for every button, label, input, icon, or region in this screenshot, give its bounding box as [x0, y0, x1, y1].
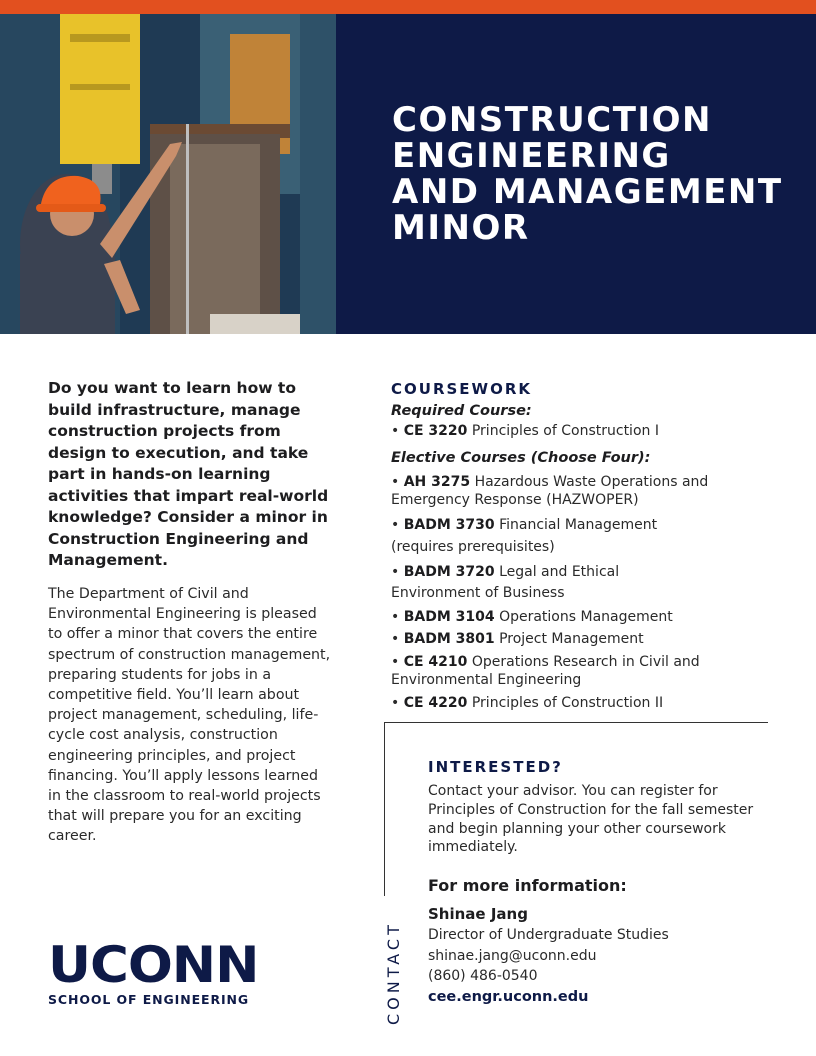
course-code: BADM 3720	[403, 563, 495, 580]
coursework-heading: COURSEWORK	[391, 380, 533, 398]
course-item: • BADM 3720 Legal and Ethical Environment of Business	[391, 563, 620, 601]
title-line: CONSTRUCTION	[392, 100, 712, 140]
course-item: • CE 3220 Principles of Construction I	[391, 423, 659, 439]
engineer-photo-illustration	[0, 14, 336, 334]
course-code: CE 4220	[403, 694, 468, 711]
elective-label: Elective Courses (Choose Four):	[391, 449, 651, 466]
contact-role: Director of Undergraduate Studies	[428, 927, 669, 943]
course-name: Financial Management (requires prerequisites)	[391, 516, 658, 555]
course-name: Hazardous Waste Operations and Emergency Response (HAZWOPER)	[391, 473, 709, 508]
course-code: BADM 3104	[403, 608, 495, 625]
top-accent-bar	[0, 0, 816, 14]
contact-name: Shinae Jang	[428, 905, 528, 923]
contact-card	[428, 904, 768, 1005]
contact-side-label: CONTACT	[384, 921, 403, 1025]
course-item: • AH 3275 Hazardous Waste Operations and Emergency Response (HAZWOPER)	[391, 473, 709, 508]
contact-email-link[interactable]: shinae.jang@uconn.edu	[428, 947, 597, 964]
section-divider	[384, 722, 768, 723]
interested-body: Contact your advisor. You can register for Principles of Construction for the fall semester and begin planning your other coursework immediately.	[428, 783, 754, 856]
course-code: BADM 3801	[403, 631, 495, 647]
uconn-logo	[48, 936, 259, 1007]
interested-heading: INTERESTED?	[428, 758, 563, 776]
title-panel	[336, 14, 816, 334]
course-name: Principles of Construction I	[471, 423, 659, 439]
title-line: AND MANAGEMENT	[392, 172, 783, 212]
engineer-photo	[0, 14, 336, 334]
course-name: Operations Management	[499, 608, 673, 625]
course-name: Principles of Construction II	[471, 694, 664, 711]
intro-lead: Do you want to learn how to build infrastructure, manage construction projects from design to execution, and take part in hands-on learning activities that impart real-world knowledge? Consider a minor in Construction Engineering and Management.	[48, 379, 329, 569]
website-link[interactable]: cee.engr.uconn.edu	[428, 988, 589, 1005]
course-code: AH 3275	[403, 473, 471, 490]
course-item: • BADM 3730 Financial Management (requires prerequisites)	[391, 516, 658, 555]
interested-section	[428, 756, 768, 857]
course-item: • CE 4210 Operations Research in Civil and Environmental Engineering	[391, 653, 700, 688]
title-line: ENGINEERING	[392, 136, 671, 176]
logo-subtitle: SCHOOL OF ENGINEERING	[48, 992, 250, 1007]
page-title	[392, 102, 783, 246]
course-name: Operations Research in Civil and Environmental Engineering	[391, 653, 700, 688]
course-code: BADM 3730	[403, 516, 495, 533]
contact-phone[interactable]: (860) 486-0540	[428, 968, 538, 984]
more-info-heading: For more information:	[428, 876, 627, 895]
course-code: CE 3220	[403, 423, 468, 439]
course-name: Legal and Ethical Environment of Business	[391, 563, 620, 601]
course-item: • BADM 3801 Project Management	[391, 631, 644, 647]
contact-rule	[384, 722, 385, 896]
course-item: • BADM 3104 Operations Management	[391, 608, 673, 625]
required-label: Required Course:	[391, 403, 532, 419]
coursework-section	[391, 378, 771, 712]
course-code: CE 4210	[403, 653, 468, 670]
logo-wordmark: UCONN	[48, 936, 259, 994]
title-line: MINOR	[392, 208, 530, 248]
course-name: Project Management	[499, 631, 644, 647]
course-item: • CE 4220 Principles of Construction II	[391, 694, 664, 711]
intro-body: The Department of Civil and Environmental Engineering is pleased to offer a minor that covers the entire spectrum of construction management, preparing students for jobs in a competitive field. You’ll learn about project management, scheduling, life-cycle cost analysis, construction engineering principles, and project financing. You’ll apply lessons learned in the classroom to real-world projects that will prepare you for an exciting career.	[48, 586, 331, 845]
